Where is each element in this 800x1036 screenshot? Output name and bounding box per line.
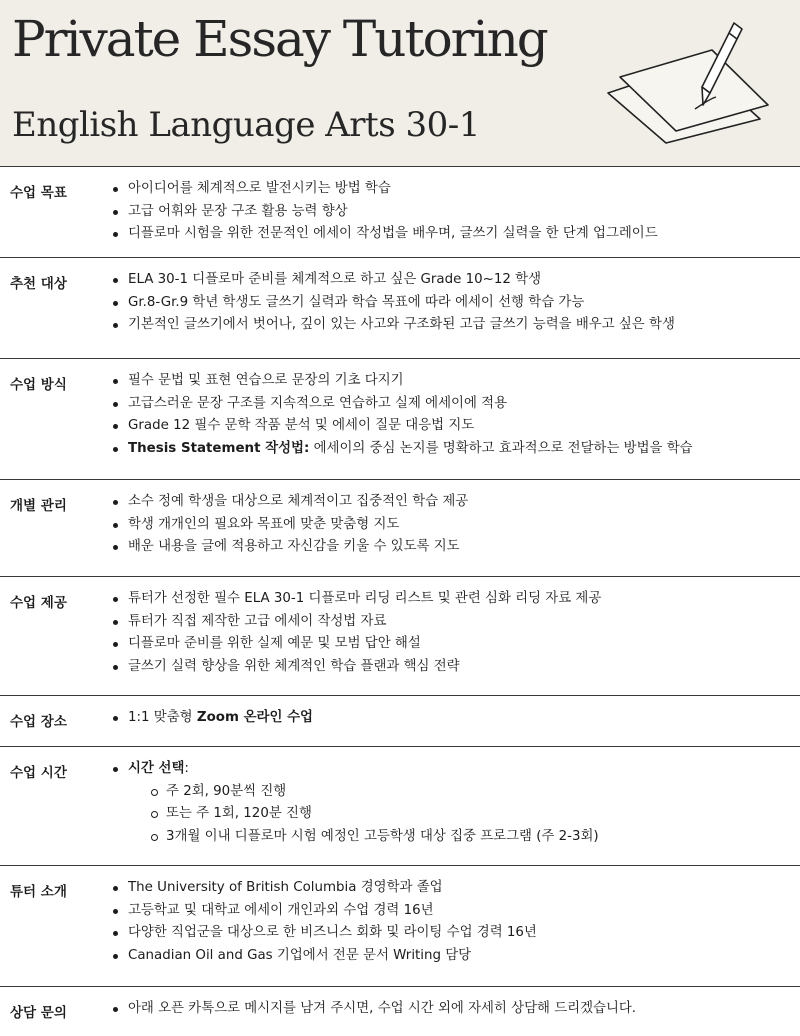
section-label: 상담 문의 xyxy=(10,1005,67,1021)
section-label: 수업 시간 xyxy=(10,765,67,781)
list-item: 디플로마 준비를 위한 실제 예문 및 모범 답안 해설 xyxy=(110,633,601,656)
goals-list xyxy=(110,178,658,246)
time-heading: 시간 선택 xyxy=(128,761,185,776)
list-item: ELA 30-1 디플로마 준비를 체계적으로 하고 싶은 Grade 10~12 학생 xyxy=(110,269,675,292)
list-item: The University of British Columbia 경영학과 졸업 xyxy=(110,877,537,900)
list-item xyxy=(110,438,693,461)
management-list xyxy=(110,491,468,559)
provided-list xyxy=(110,588,601,678)
list-item: 학생 개개인의 필요와 목표에 맞춘 맞춤형 지도 xyxy=(110,514,468,537)
list-item: 글쓰기 실력 향상을 위한 체계적인 학습 플랜과 핵심 전략 xyxy=(110,656,601,679)
list-item xyxy=(110,758,599,848)
section-method xyxy=(0,359,800,480)
list-item: 배운 내용을 글에 적용하고 자신감을 키울 수 있도록 지도 xyxy=(110,536,468,559)
list-item: 튜터가 직접 제작한 고급 에세이 작성법 자료 xyxy=(110,611,601,634)
location-prefix: 1:1 맞춤형 xyxy=(128,710,197,725)
list-item xyxy=(110,707,313,730)
section-contact xyxy=(0,987,800,1036)
list-item: 튜터가 선정한 필수 ELA 30-1 디플로마 리딩 리스트 및 관련 심화 리딩 자료 제공 xyxy=(110,588,601,611)
page-title: Private Essay Tutoring xyxy=(12,10,547,68)
contact-list xyxy=(110,998,636,1021)
page-subtitle: English Language Arts 30-1 xyxy=(12,105,480,145)
list-item: 필수 문법 및 표현 연습으로 문장의 기초 다지기 xyxy=(110,370,693,393)
section-label: 수업 장소 xyxy=(10,714,67,730)
section-time xyxy=(0,747,800,866)
section-provided xyxy=(0,577,800,696)
location-list xyxy=(110,707,313,730)
paper-pen-icon xyxy=(600,15,785,145)
time-option: 3개월 이내 디플로마 시험 예정인 고등학생 대상 집중 프로그램 (주 2-3회) xyxy=(128,826,599,849)
list-item: 고급 어휘와 문장 구조 활용 능력 향상 xyxy=(110,201,658,224)
time-option: 또는 주 1회, 120분 진행 xyxy=(128,803,599,826)
section-management xyxy=(0,480,800,577)
thesis-heading: Thesis Statement 작성법: xyxy=(128,440,310,456)
section-label: 수업 목표 xyxy=(10,185,67,201)
thesis-text: 에세이의 중심 논지를 명확하고 효과적으로 전달하는 방법을 학습 xyxy=(309,440,693,456)
section-location xyxy=(0,696,800,747)
section-label: 수업 제공 xyxy=(10,595,67,611)
list-item: 고급스러운 문장 구조를 지속적으로 연습하고 실제 에세이에 적용 xyxy=(110,393,693,416)
time-list xyxy=(110,758,599,848)
time-options xyxy=(128,781,599,849)
audience-list xyxy=(110,269,675,337)
list-item: Grade 12 필수 문학 작품 분석 및 에세이 질문 대응법 지도 xyxy=(110,415,693,438)
section-label: 튜터 소개 xyxy=(10,884,67,900)
list-item: 기본적인 글쓰기에서 벗어나, 깊이 있는 사고와 구조화된 고급 글쓰기 능력을 배우고 싶은 학생 xyxy=(110,314,675,337)
list-item: 소수 정예 학생을 대상으로 체계적이고 집중적인 학습 제공 xyxy=(110,491,468,514)
section-label: 개별 관리 xyxy=(10,498,67,514)
method-list xyxy=(110,370,693,460)
list-item: 디플로마 시험을 위한 전문적인 에세이 작성법을 배우며, 글쓰기 실력을 한 단계 업그레이드 xyxy=(110,223,658,246)
section-label: 수업 방식 xyxy=(10,377,67,393)
list-item: 아래 오픈 카톡으로 메시지를 남겨 주시면, 수업 시간 외에 자세히 상담해 드리겠습니다. xyxy=(110,998,636,1021)
location-bold: Zoom 온라인 수업 xyxy=(196,710,313,725)
list-item: 다양한 직업군을 대상으로 한 비즈니스 회화 및 라이팅 수업 경력 16년 xyxy=(110,922,537,945)
page-header xyxy=(0,0,800,167)
section-tutor xyxy=(0,866,800,987)
tutor-list xyxy=(110,877,537,967)
section-label: 추천 대상 xyxy=(10,276,67,292)
time-colon: : xyxy=(184,761,189,776)
list-item: 고등학교 및 대학교 에세이 개인과외 수업 경력 16년 xyxy=(110,900,537,923)
list-item: Canadian Oil and Gas 기업에서 전문 문서 Writing 담당 xyxy=(110,945,537,968)
list-item: Gr.8-Gr.9 학년 학생도 글쓰기 실력과 학습 목표에 따라 에세이 선행 학습 가능 xyxy=(110,292,675,315)
section-goals xyxy=(0,167,800,258)
time-option: 주 2회, 90분씩 진행 xyxy=(128,781,599,804)
list-item: 아이디어를 체계적으로 발전시키는 방법 학습 xyxy=(110,178,658,201)
section-audience xyxy=(0,258,800,359)
